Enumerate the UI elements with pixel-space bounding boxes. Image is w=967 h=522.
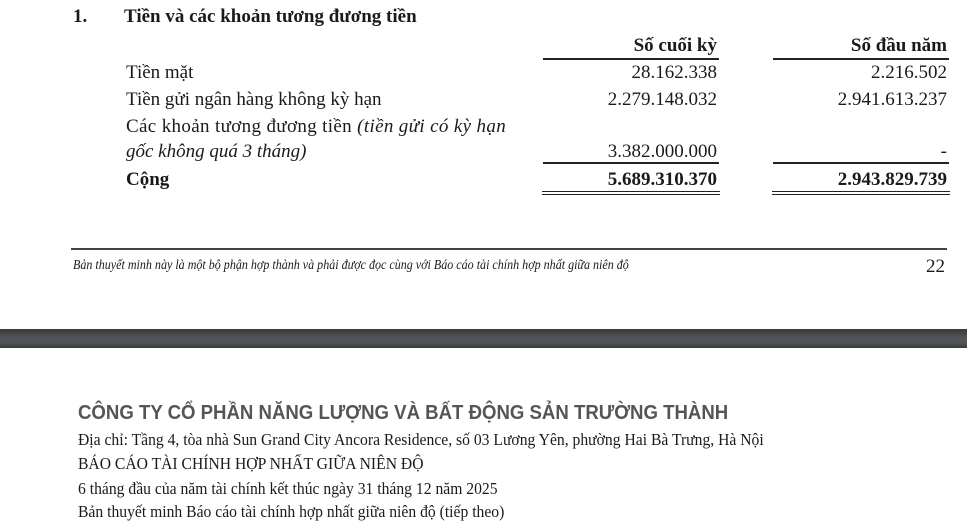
total-double-underline-col1 [542, 191, 720, 195]
column-header-beginning-of-year: Số đầu năm [850, 35, 947, 56]
row-label-cash-equivalents-note-2: gốc không quá 3 tháng) [126, 141, 307, 162]
total-label: Cộng [126, 169, 170, 190]
section-number: 1. [73, 6, 88, 27]
column-header-end-of-period: Số cuối kỳ [633, 35, 717, 56]
row-value-demand-deposits-begin: 2.941.613.237 [837, 89, 947, 110]
row-value-cash-begin: 2.216.502 [871, 62, 947, 83]
footer-note: Bản thuyết minh này là một bộ phận hợp thành và phải được đọc cùng với Báo cáo tài chính hợp nhất giữa niên độ [73, 258, 629, 273]
company-address: Địa chỉ: Tầng 4, tòa nhà Sun Grand City Ancora Residence, số 03 Lương Yên, phường Hai Bà Trưng, Hà Nội [78, 430, 764, 449]
total-value-end: 5.689.310.370 [607, 169, 717, 190]
header-underline-col1 [543, 58, 719, 60]
row-value-cash-end: 28.162.338 [631, 62, 717, 83]
row-value-cash-equivalents-begin: - [940, 141, 947, 162]
total-value-begin: 2.943.829.739 [837, 169, 947, 190]
subtotal-underline-col2 [773, 162, 949, 164]
section-title: Tiền và các khoản tương đương tiền [124, 6, 417, 27]
report-title: BÁO CÁO TÀI CHÍNH HỢP NHẤT GIỮA NIÊN ĐỘ [78, 454, 424, 473]
row-label-cash-equivalents-note: (tiền gửi có kỳ hạn [357, 116, 507, 137]
row-value-cash-equivalents-end: 3.382.000.000 [607, 141, 717, 162]
report-subtitle: Bản thuyết minh Báo cáo tài chính hợp nhất giữa niên độ (tiếp theo) [78, 502, 505, 521]
footer-rule [71, 248, 947, 250]
total-double-underline-col2 [772, 191, 950, 195]
page-separator [0, 329, 967, 348]
company-name: CÔNG TY CỔ PHẦN NĂNG LƯỢNG VÀ BẤT ĐỘNG SẢN TRƯỜNG THÀNH [78, 402, 729, 424]
row-label-cash-equivalents [126, 116, 506, 138]
row-label-cash-equivalents-main: Các khoản tương đương tiền [126, 116, 358, 137]
row-label-demand-deposits: Tiền gửi ngân hàng không kỳ hạn [126, 89, 382, 110]
row-label-cash-equivalents-line2 [126, 141, 306, 163]
report-period: 6 tháng đầu của năm tài chính kết thúc ngày 31 tháng 12 năm 2025 [78, 479, 498, 498]
row-value-demand-deposits-end: 2.279.148.032 [607, 89, 717, 110]
subtotal-underline-col1 [543, 162, 719, 164]
row-label-cash: Tiền mặt [126, 62, 194, 83]
header-underline-col2 [773, 58, 949, 60]
page-number: 22 [926, 256, 945, 277]
